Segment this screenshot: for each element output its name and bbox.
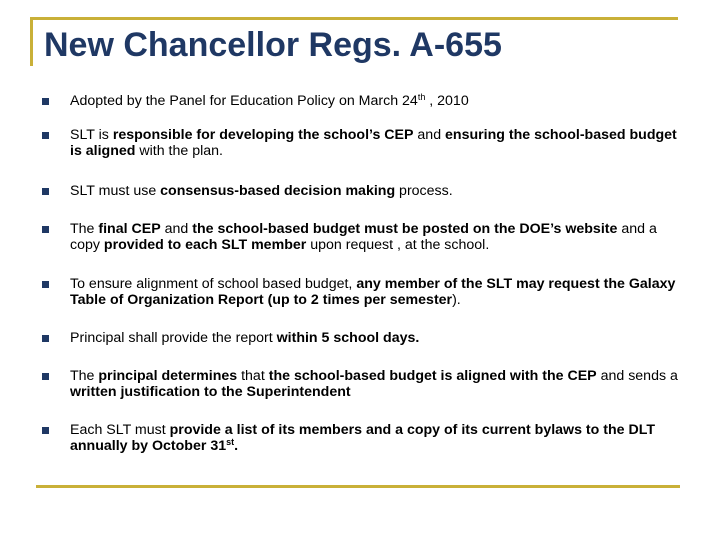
bullet-text (70, 93, 678, 109)
text-run: and (413, 127, 446, 143)
text-run: with the plan. (135, 143, 223, 159)
bold-text-run: responsible for developing the school’s CEP (112, 127, 414, 143)
bullet-text (70, 368, 678, 400)
top-rule (30, 17, 678, 20)
bullet-text (70, 330, 678, 346)
square-bullet-icon (42, 188, 49, 195)
text-run: The (70, 368, 99, 384)
square-bullet-icon (42, 281, 49, 288)
bottom-rule (36, 485, 680, 488)
text-run: and a copy (70, 221, 657, 253)
superscript-text: th (417, 92, 426, 102)
text-run: , 2010 (425, 93, 469, 109)
text-run: upon request , at the school. (306, 237, 490, 253)
text-run: SLT is (70, 127, 113, 143)
bullet-text (70, 127, 678, 159)
bullet-text (70, 276, 678, 308)
bold-text-run: provide a list of its members and a copy of its current bylaws to the DLT annually by October 31 (70, 422, 655, 454)
bold-text-run: final CEP (98, 221, 161, 237)
square-bullet-icon (42, 373, 49, 380)
square-bullet-icon (42, 98, 49, 105)
bold-text-run: the school-based budget is aligned with the CEP (268, 368, 597, 384)
text-run: that (237, 368, 269, 384)
title-accent-rule (30, 18, 33, 66)
square-bullet-icon (42, 226, 49, 233)
bullet-text (70, 183, 678, 199)
text-run: SLT must use (70, 183, 161, 199)
superscript-text: st (226, 437, 235, 447)
text-run: and (160, 221, 193, 237)
text-run: ). (452, 292, 461, 308)
text-run: and sends a (596, 368, 678, 384)
bold-text-run: principal determines (98, 368, 238, 384)
text-run: Adopted by the Panel for Education Policy on March 24 (70, 93, 418, 109)
bold-text-run: provided to each SLT member (103, 237, 307, 253)
text-run: Each SLT must (70, 422, 170, 438)
bold-text-run: written justification to the Superintendent (70, 384, 351, 400)
slide-title: New Chancellor Regs. A-655 (44, 26, 502, 64)
bold-text-run: consensus-based decision making (160, 183, 396, 199)
bullet-text (70, 221, 678, 253)
square-bullet-icon (42, 427, 49, 434)
bold-text-run: . (234, 438, 239, 454)
text-run: Principal shall provide the report (70, 330, 277, 346)
square-bullet-icon (42, 335, 49, 342)
bold-text-run: ensuring the school-based budget is aligned (70, 127, 677, 159)
bullet-text (70, 422, 678, 454)
text-run: The (70, 221, 99, 237)
bold-text-run: within 5 school days. (276, 330, 420, 346)
text-run: process. (395, 183, 453, 199)
text-run: To ensure alignment of school based budget, (70, 276, 357, 292)
square-bullet-icon (42, 132, 49, 139)
bold-text-run: any member of the SLT may request the Galaxy Table of Organization Report (up to 2 times per semester (70, 276, 676, 308)
bold-text-run: the school-based budget must be posted on the DOE’s website (192, 221, 618, 237)
